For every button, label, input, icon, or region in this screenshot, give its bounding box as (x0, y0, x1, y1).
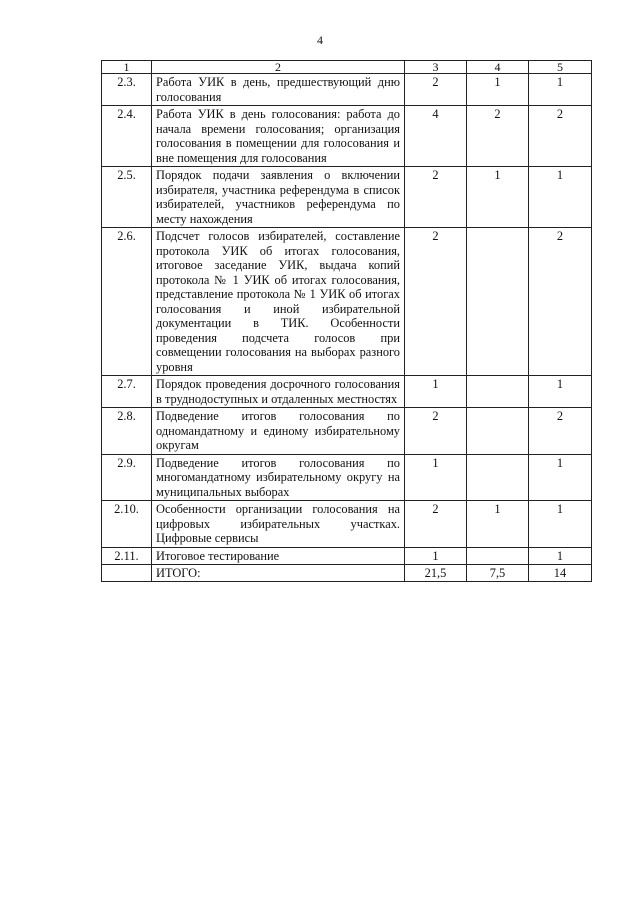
row-number: 2.5. (102, 167, 152, 228)
row-topic: Работа УИК в день, предшествующий дню голосования (152, 74, 405, 106)
table-row (102, 547, 592, 565)
row-theory-hours: 1 (467, 501, 529, 548)
header-col-3: 3 (405, 61, 467, 74)
table-header (102, 61, 592, 74)
totals-number (102, 565, 152, 582)
header-col-2: 2 (152, 61, 405, 74)
row-practice-hours: 1 (529, 167, 592, 228)
row-theory-hours: 1 (467, 74, 529, 106)
row-total-hours: 1 (405, 454, 467, 501)
row-theory-hours (467, 408, 529, 455)
totals-practice-hours: 14 (529, 565, 592, 582)
row-practice-hours: 2 (529, 228, 592, 376)
table-row (102, 454, 592, 501)
totals-total-hours: 21,5 (405, 565, 467, 582)
table-row (102, 167, 592, 228)
row-topic: Итоговое тестирование (152, 547, 405, 565)
row-theory-hours (467, 454, 529, 501)
row-theory-hours (467, 228, 529, 376)
totals-label: ИТОГО: (152, 565, 405, 582)
row-total-hours: 2 (405, 408, 467, 455)
row-topic: Подсчет голосов избирателей, составление протокола УИК об итогах голосования, итоговое заседание УИК, выдача копий протокола № 1 УИК об итогах голосования, представление протокола № 1 УИК об итогах голосования и иной избирательной документации в ТИК. Особенности проведения подсчета голосов при совмещении голосования на выборах разного уровня (152, 228, 405, 376)
row-topic: Подведение итогов голосования по многомандатному избирательному округу на муниципальных выборах (152, 454, 405, 501)
row-total-hours: 2 (405, 501, 467, 548)
header-col-5: 5 (529, 61, 592, 74)
row-theory-hours (467, 547, 529, 565)
row-number: 2.7. (102, 376, 152, 408)
row-total-hours: 2 (405, 167, 467, 228)
row-number: 2.11. (102, 547, 152, 565)
row-total-hours: 1 (405, 376, 467, 408)
row-topic: Работа УИК в день голосования: работа до начала времени голосования; организация голосования в помещении для голосования и вне помещения для голосования (152, 106, 405, 167)
row-number: 2.8. (102, 408, 152, 455)
table-row (102, 501, 592, 548)
row-topic: Подведение итогов голосования по одномандатному и единому избирательному округам (152, 408, 405, 455)
header-row (102, 61, 592, 74)
row-total-hours: 4 (405, 106, 467, 167)
header-col-1: 1 (102, 61, 152, 74)
row-number: 2.9. (102, 454, 152, 501)
row-practice-hours: 1 (529, 376, 592, 408)
table-row (102, 376, 592, 408)
table-row (102, 228, 592, 376)
row-total-hours: 2 (405, 74, 467, 106)
header-col-4: 4 (467, 61, 529, 74)
row-practice-hours: 1 (529, 501, 592, 548)
row-number: 2.6. (102, 228, 152, 376)
row-practice-hours: 1 (529, 547, 592, 565)
totals-row (102, 565, 592, 582)
row-practice-hours: 2 (529, 106, 592, 167)
row-topic: Особенности организации голосования на цифровых избирательных участках. Цифровые сервисы (152, 501, 405, 548)
page-number: 4 (317, 33, 323, 47)
table-row (102, 106, 592, 167)
row-practice-hours: 1 (529, 454, 592, 501)
row-theory-hours (467, 376, 529, 408)
table-body (102, 74, 592, 582)
row-total-hours: 2 (405, 228, 467, 376)
row-topic: Порядок проведения досрочного голосования в труднодоступных и отдаленных местностях (152, 376, 405, 408)
row-topic: Порядок подачи заявления о включении избирателя, участника референдума в список избирателей, участников референдума по месту нахождения (152, 167, 405, 228)
row-theory-hours: 2 (467, 106, 529, 167)
row-practice-hours: 2 (529, 408, 592, 455)
row-number: 2.4. (102, 106, 152, 167)
table-row (102, 74, 592, 106)
row-theory-hours: 1 (467, 167, 529, 228)
row-practice-hours: 1 (529, 74, 592, 106)
curriculum-table (101, 60, 592, 582)
row-number: 2.3. (102, 74, 152, 106)
table-row (102, 408, 592, 455)
row-total-hours: 1 (405, 547, 467, 565)
row-number: 2.10. (102, 501, 152, 548)
totals-theory-hours: 7,5 (467, 565, 529, 582)
